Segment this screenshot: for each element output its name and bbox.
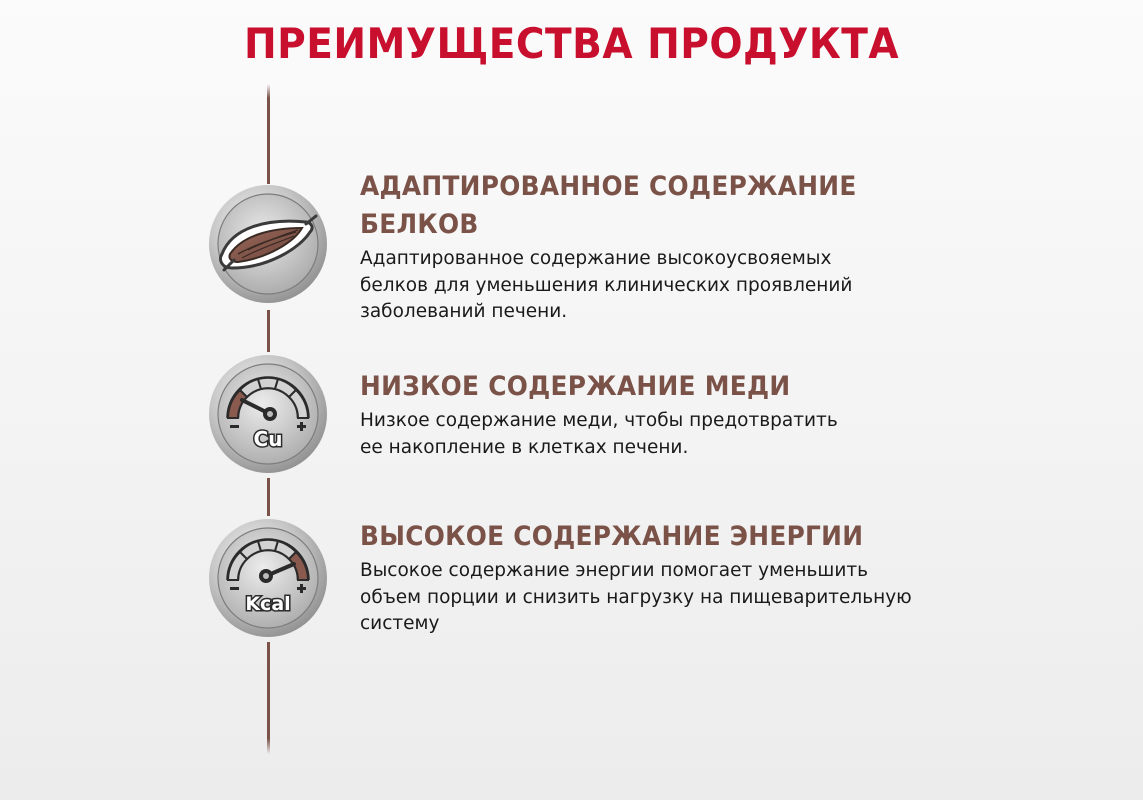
timeline-line (267, 478, 270, 516)
page-title: ПРЕИМУЩЕСТВА ПРОДУКТА (243, 19, 900, 68)
feature-protein (360, 168, 1000, 326)
feature-description-line: Низкое содержание меди, чтобы предотвратить (360, 410, 838, 431)
kcal-symbol: Kcal (245, 593, 291, 615)
feature-title-line: ВЫСОКОЕ СОДЕРЖАНИЕ ЭНЕРГИИ (360, 521, 864, 552)
feature-title-line: БЕЛКОВ (360, 209, 479, 240)
feature-title-line: НИЗКОЕ СОДЕРЖАНИЕ МЕДИ (360, 371, 791, 402)
feature-description-line: Адаптированное содержание высокоусвояемых (360, 248, 832, 269)
copper-gauge-icon (208, 354, 328, 474)
feature-description-line: Высокое содержание энергии помогает уменьшить (360, 560, 869, 581)
feature-energy (360, 518, 1000, 638)
feature-title (360, 168, 949, 244)
feature-title-line: АДАПТИРОВАННОЕ СОДЕРЖАНИЕ (360, 171, 857, 202)
feature-copper (360, 368, 1000, 461)
muscle-icon (208, 184, 328, 304)
feature-description (360, 558, 1000, 638)
timeline-line (267, 310, 270, 352)
copper-symbol: Cu (253, 427, 283, 451)
feature-description (360, 408, 1000, 461)
feature-description-line: заболеваний печени. (360, 301, 568, 322)
timeline-line (267, 642, 270, 754)
feature-title (360, 368, 949, 406)
kcal-gauge-icon (208, 518, 328, 638)
feature-description-line: ее накопление в клетках печени. (360, 436, 689, 458)
feature-title (360, 518, 949, 556)
feature-description (360, 246, 1000, 326)
feature-description-line: систему (360, 613, 440, 634)
feature-description-line: белков для уменьшения клинических проявлений (360, 274, 853, 296)
feature-description-line: объем порции и снизить нагрузку на пищеварительную (360, 586, 912, 608)
timeline-line (267, 84, 270, 184)
